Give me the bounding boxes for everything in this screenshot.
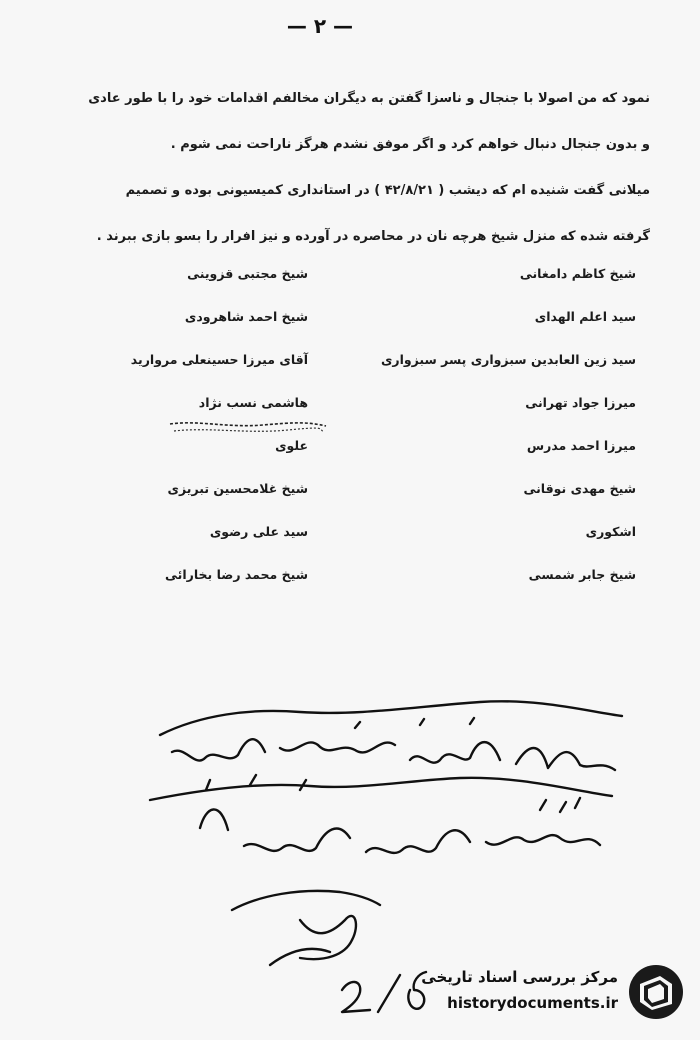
name-entry: میرزا احمد مدرس: [526, 438, 636, 453]
name-entry: شیخ مهدی نوقانی: [523, 481, 636, 496]
name-entry: شیخ کاظم دامغانی: [519, 266, 636, 281]
name-entry: اشکوری: [585, 524, 636, 539]
paragraph-line: میلانی گفت شنیده ام که دیشب ( ۴۲/۸/۲۱ ) در استانداری کمیسیونی بوده و تصمیم: [125, 183, 650, 198]
archive-logo-icon: [626, 962, 686, 1022]
name-entry: سید علی رضوی: [209, 524, 308, 539]
name-entry: شیخ جابر شمسی: [528, 567, 636, 582]
paragraph-line: نمود که من اصولا با جنجال و ناسزا گفتن به دیگران مخالفم اقدامات خود را با طور عادی: [88, 91, 650, 106]
name-entry: شیخ مجتبی قزوینی: [187, 266, 308, 281]
name-entry: هاشمی نسب نژاد: [198, 395, 308, 410]
name-entry: علوی: [275, 438, 308, 453]
watermark-title: مرکز بررسی اسناد تاریخی: [421, 968, 618, 986]
page-number: — ۲ —: [286, 14, 354, 38]
watermark-logo: [406, 960, 686, 1030]
name-entry: سید زین العابدین سبزواری پسر سبزواری: [380, 352, 636, 367]
name-entry: آقای میرزا حسینعلی مروارید: [130, 352, 308, 367]
paragraph-line: گرفته شده که منزل شیخ هرچه نان در محاصره در آورده و نیز افرار را بسو بازی ببرند .: [96, 229, 650, 244]
name-entry: میرزا جواد تهرانی: [525, 395, 636, 410]
name-entry: شیخ محمد رضا بخارائی: [165, 567, 308, 582]
paragraph-line: و بدون جنجال دنبال خواهم کرد و اگر موفق نشدم هرگز ناراحت نمی شوم .: [170, 137, 650, 152]
name-entry: شیخ غلامحسین تبریزی: [167, 481, 308, 496]
watermark-url: historydocuments.ir: [447, 994, 618, 1012]
name-entry: شیخ احمد شاهرودی: [184, 309, 308, 324]
name-entry: سید اعلم الهدای: [534, 309, 636, 324]
